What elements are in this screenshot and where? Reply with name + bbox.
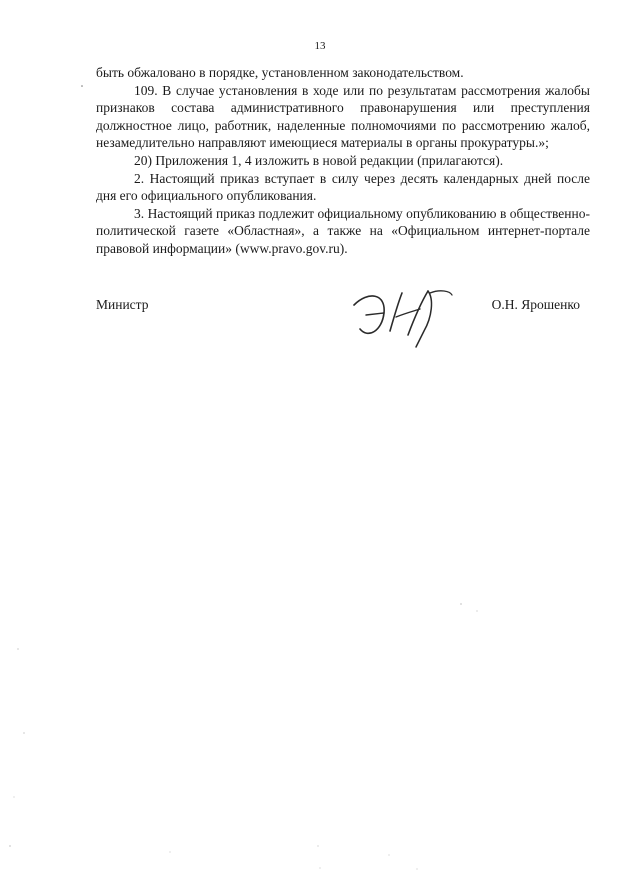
- paragraph-continuation: быть обжаловано в порядке, установленном законодательством.: [96, 65, 464, 80]
- body-text: [96, 64, 590, 258]
- signatory-title: Министр: [96, 297, 149, 312]
- paragraph-clause-2: 2. Настоящий приказ вступает в силу через десять календарных дней после дня его официального опубликования.: [96, 170, 590, 204]
- paragraph-item-20: 20) Приложения 1, 4 изложить в новой редакции (прилагаются).: [134, 152, 504, 168]
- paragraph-clause-3: 3. Настоящий приказ подлежит официальному опубликованию в общественно-политической газете «Областная», а также на «Официальном интернет-портале правовой информации» (www.pravo.gov.ru).: [96, 205, 590, 256]
- paragraph-item-109: 109. В случае установления в ходе или по результатам рассмотрения жалобы признаков состава административного правонарушения или преступления должностное лицо, работник, наделенные полномочиями по рассмотрению жалоб, незамедлительно направляют имеющиеся материалы в органы прокуратуры.»;: [96, 82, 590, 151]
- signatory-name: О.Н. Ярошенко: [491, 297, 580, 312]
- signature-block: [96, 297, 580, 357]
- page-number: 13: [314, 40, 326, 52]
- handwritten-signature-icon: [346, 283, 456, 349]
